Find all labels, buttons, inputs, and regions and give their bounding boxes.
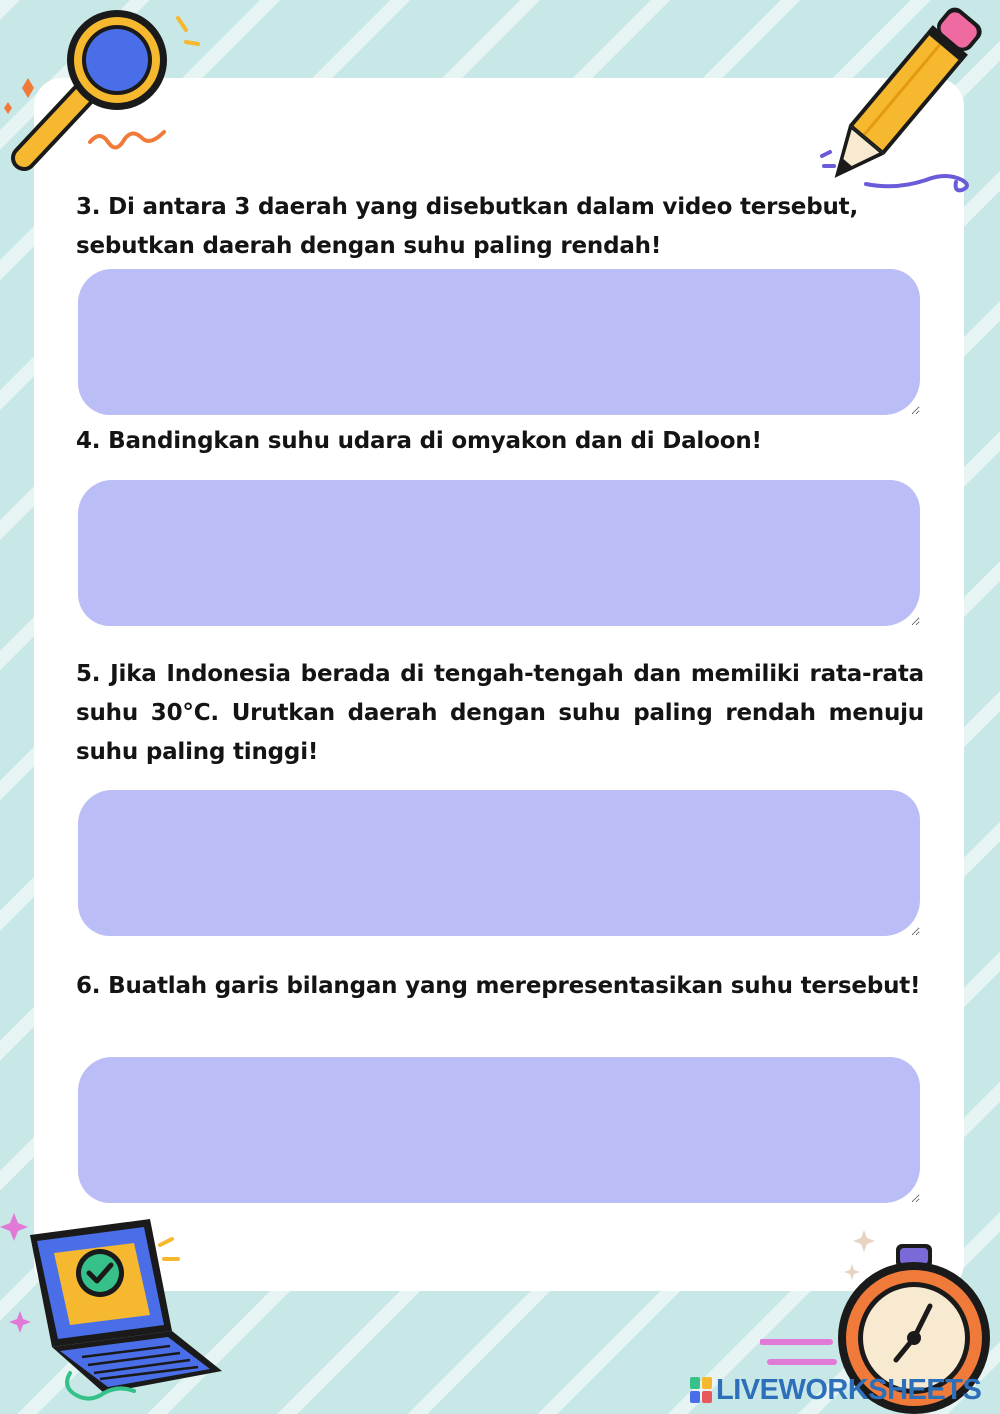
question-5: 5. Jika Indonesia berada di tengah-tengah dan memiliki rata-rata suhu 30°C. Urutkan daerah dengan suhu paling rendah menuju suhu paling tinggi! [76,661,924,765]
check-icon [73,1246,127,1300]
watermark-text: LIVEWORKSHEETS [716,1373,982,1406]
answer-box-4[interactable] [78,480,920,626]
liveworksheets-watermark [690,1372,981,1408]
question-6: 6. Buatlah garis bilangan yang merepresentasikan suhu tersebut! [76,973,921,999]
liveworksheets-logo-icon [690,1377,712,1403]
answer-box-3[interactable] [78,269,920,415]
answer-box-6[interactable] [78,1057,920,1203]
magnifier-icon [0,8,205,178]
pencil-icon [812,6,1000,196]
question-3: 3. Di antara 3 daerah yang disebutkan dalam video tersebut, sebutkan daerah dengan suhu paling rendah! [76,194,858,259]
question-4: 4. Bandingkan suhu udara di omyakon dan di Daloon! [76,428,762,454]
laptop-icon [0,1205,230,1410]
answer-box-5[interactable] [78,790,920,936]
